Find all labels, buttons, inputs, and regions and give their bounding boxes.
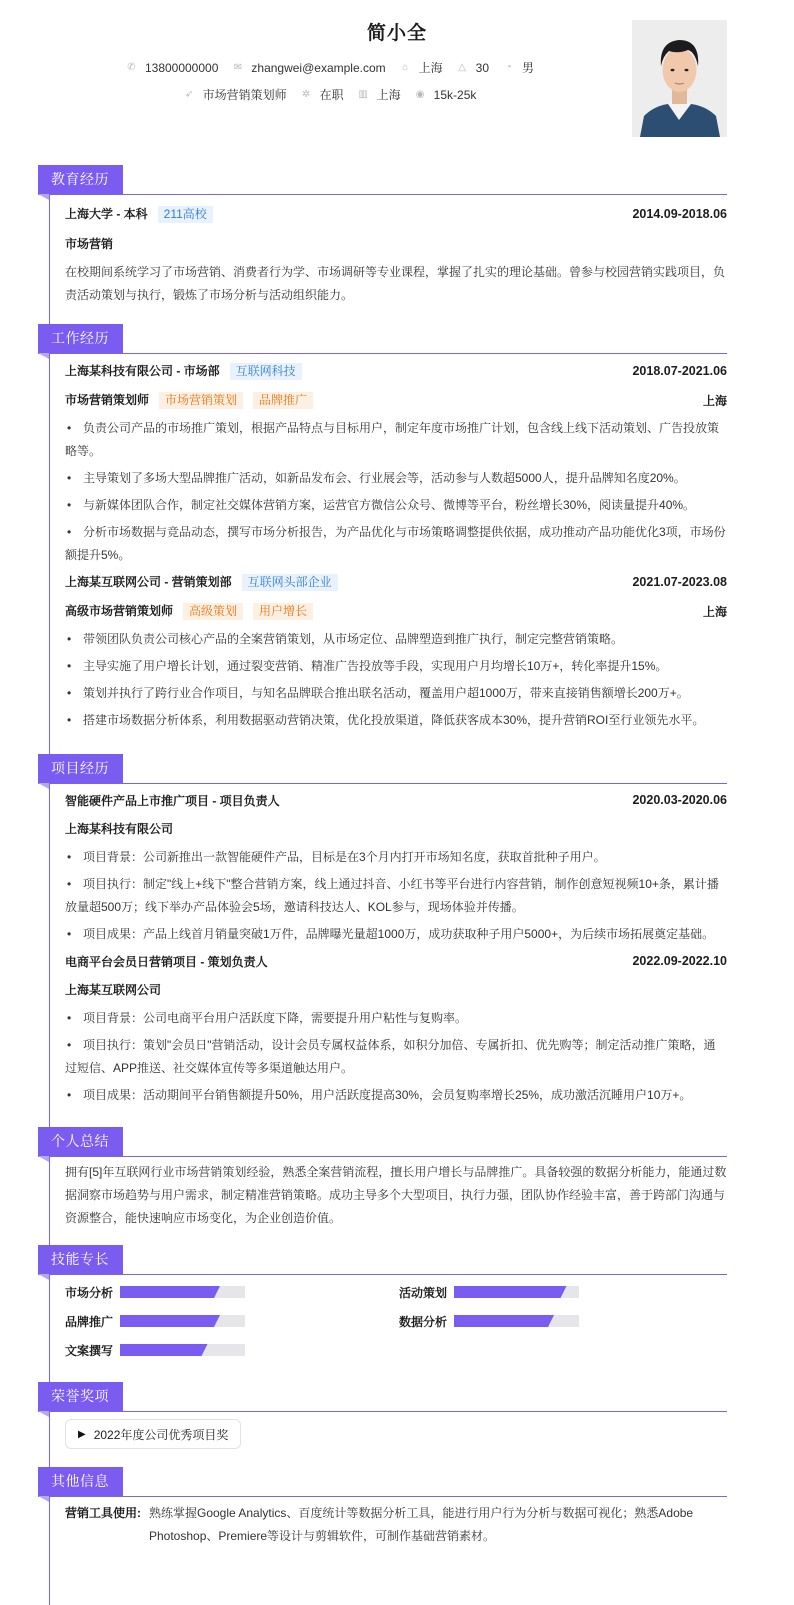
- bullet-item: • 项目执行：制定"线上+线下"整合营销方案，线上通过抖音、小红书等平台进行内容营销，制作创意短视频10+条，累计播放量超500万；线下举办产品体验会5场，邀请科技达人、KOL参与，现场体验并传播。: [65, 873, 727, 919]
- other-info-section: [38, 1467, 727, 1548]
- project-name: 智能硬件产品上市推广项目 - 项目负责人: [65, 793, 280, 808]
- gender-icon: ◔: [505, 62, 512, 73]
- work-date: 2021.07-2023.08: [632, 575, 727, 589]
- salary-value: 15k-25k: [433, 87, 477, 102]
- role-title: 高级市场营销策划师: [65, 604, 174, 618]
- section-header: [38, 1127, 727, 1157]
- status-icon: ✲: [301, 89, 311, 100]
- bullet-item: • 项目成果：产品上线首月销量突破1万件，品牌曝光量超1000万，成功获取种子用户5000+，为后续市场拓展奠定基础。: [65, 923, 727, 946]
- skill-item: [65, 1342, 399, 1358]
- summary-section: [38, 1127, 727, 1230]
- education-date: 2014.09-2018.06: [632, 207, 727, 221]
- bullet-item: • 与新媒体团队合作，制定社交媒体营销方案，运营官方微信公众号、微博等平台，粉丝增长30%，阅读量提升40%。: [65, 494, 727, 517]
- section-fold-decoration: [38, 1156, 49, 1162]
- work-location: 上海: [702, 393, 727, 408]
- company-line: [65, 362, 302, 380]
- skill-bar-fill: [120, 1315, 220, 1327]
- section-header: [38, 165, 727, 195]
- school-line: [65, 205, 213, 223]
- bullet-item: • 项目背景：公司新推出一款智能硬件产品，目标是在3个月内打开市场知名度，获取首批种子用户。: [65, 846, 727, 869]
- section-divider: [38, 783, 727, 784]
- skill-bar-track: [120, 1315, 245, 1327]
- expand-triangle-icon: ▶: [78, 1428, 86, 1440]
- target-position-item: [184, 86, 287, 103]
- project-entry: [65, 950, 727, 1107]
- project-bullets: [65, 846, 727, 946]
- skill-bar-track: [454, 1286, 579, 1298]
- section-title: 项目经历: [38, 754, 123, 783]
- job-intent-row: [0, 86, 660, 103]
- bullet-item: • 负责公司产品的市场推广策划，根据产品特点与目标用户，制定年度市场推广计划，包含线上线下活动策划、广告投放策略等。: [65, 417, 727, 463]
- section-fold-decoration: [38, 783, 49, 789]
- section-fold-decoration: [38, 1411, 49, 1417]
- role-title: 市场营销策划师: [65, 393, 150, 407]
- project-list: [38, 784, 727, 1107]
- section-header: [38, 1382, 727, 1412]
- section-title: 荣誉奖项: [38, 1382, 123, 1411]
- section-title: 其他信息: [38, 1467, 123, 1496]
- skill-item: [399, 1313, 733, 1329]
- skill-item: [399, 1284, 733, 1300]
- section-divider: [38, 1156, 727, 1157]
- email-icon: ✉: [233, 62, 243, 73]
- section-divider: [38, 194, 727, 195]
- project-name: 电商平台会员日营销项目 - 策划负责人: [65, 954, 268, 969]
- other-info-body: [38, 1497, 727, 1548]
- project-date: 2022.09-2022.10: [632, 954, 727, 968]
- bullet-item: • 项目成果：活动期间平台销售额提升50%，用户活跃度提高30%，会员复购率增长25%，成功激活沉睡用户10万+。: [65, 1084, 727, 1107]
- awards-section: [38, 1382, 727, 1449]
- age-value: 30: [475, 60, 490, 75]
- company-tag: 互联网头部企业: [242, 574, 338, 591]
- home-icon: ⌂: [402, 62, 409, 73]
- bullet-item: • 项目背景：公司电商平台用户活跃度下降，需要提升用户粘性与复购率。: [65, 1007, 727, 1030]
- salary-item: [415, 88, 477, 102]
- skill-name: 市场分析: [65, 1285, 114, 1300]
- company-name: 上海某互联网公司 - 营销策划部: [65, 575, 232, 589]
- bullet-item: • 分析市场数据与竞品动态，撰写市场分析报告，为产品优化与市场策略调整提供依据，成功推动产品功能优化3项，市场份额提升5%。: [65, 521, 727, 567]
- resume-header: [0, 0, 794, 150]
- role-tag: 市场营销策划: [159, 392, 243, 409]
- role-tag: 品牌推广: [253, 392, 313, 409]
- contact-row: [0, 59, 660, 76]
- bullet-item: • 项目执行：策划"会员日"营销活动，设计会员专属权益体系，如积分加倍、专属折扣、优先购等；制定活动推广策略，通过短信、APP推送、社交媒体宣传等多渠道触达用户。: [65, 1034, 727, 1080]
- skill-name: 数据分析: [399, 1314, 448, 1329]
- role-line: [65, 602, 313, 620]
- project-company: 上海某互联网公司: [65, 983, 162, 997]
- target-city-value: 上海: [376, 88, 401, 102]
- age-icon: △: [458, 62, 466, 73]
- project-date: 2020.03-2020.06: [632, 793, 727, 807]
- summary-body: [38, 1157, 727, 1230]
- work-list: [38, 354, 727, 732]
- skill-bar-fill: [454, 1286, 567, 1298]
- send-icon: ➶: [184, 89, 194, 100]
- skill-bar-fill: [454, 1315, 554, 1327]
- role-tag: 用户增长: [253, 603, 313, 620]
- project-bullets: [65, 1007, 727, 1107]
- skill-bar-track: [120, 1286, 245, 1298]
- building-icon: ▥: [358, 89, 368, 100]
- bullet-item: • 主导策划了多场大型品牌推广活动，如新品发布会、行业展会等，活动参与人数超5000人，提升品牌知名度20%。: [65, 467, 727, 490]
- awards-body: [38, 1412, 727, 1449]
- skills-section: [38, 1245, 727, 1358]
- age-item: [457, 61, 489, 75]
- role-line: [65, 391, 313, 409]
- skill-bar-track: [454, 1315, 579, 1327]
- portrait-image: [632, 20, 727, 137]
- school-tag: 211高校: [158, 206, 213, 223]
- gender-item: [503, 59, 534, 76]
- section-header: [38, 324, 727, 354]
- profile-photo: [632, 20, 727, 137]
- work-section: [38, 324, 727, 732]
- section-header: [38, 754, 727, 784]
- school-name: 上海大学 - 本科: [65, 207, 148, 221]
- projects-section: [38, 754, 727, 1107]
- section-fold-decoration: [38, 194, 49, 200]
- company-line: [65, 573, 338, 591]
- hometown-value: 上海: [418, 61, 443, 75]
- bullet-item: • 搭建市场数据分析体系，利用数据驱动营销决策，优化投放渠道，降低获客成本30%，提升营销ROI至行业领先水平。: [65, 709, 727, 732]
- job-status-value: 在职: [319, 88, 344, 102]
- section-fold-decoration: [38, 1496, 49, 1502]
- candidate-name: 简小全: [366, 23, 427, 44]
- skills-body: [38, 1275, 727, 1358]
- company-name: 上海某科技有限公司 - 市场部: [65, 364, 220, 378]
- section-divider: [38, 1496, 727, 1497]
- award-name: 2022年度公司优秀项目奖: [93, 1427, 229, 1442]
- section-title: 教育经历: [38, 165, 123, 194]
- work-entry: [65, 571, 727, 732]
- email-value: zhangwei@example.com: [251, 60, 386, 75]
- section-divider: [38, 1274, 727, 1275]
- project-company: 上海某科技有限公司: [65, 822, 174, 836]
- email-item: [232, 61, 385, 75]
- education-section: [38, 165, 727, 307]
- work-location: 上海: [702, 604, 727, 619]
- target-position-value: 市场营销策划师: [202, 88, 287, 102]
- skill-bar-fill: [120, 1286, 220, 1298]
- section-title: 技能专长: [38, 1245, 123, 1274]
- section-header: [38, 1467, 727, 1497]
- hometown-item: [400, 59, 443, 76]
- skill-item: [65, 1284, 399, 1300]
- skill-name: 活动策划: [399, 1285, 448, 1300]
- section-divider: [38, 353, 727, 354]
- company-tag: 互联网科技: [230, 363, 302, 380]
- phone-item: [126, 61, 218, 75]
- other-info-value: 熟练掌握Google Analytics、百度统计等数据分析工具，能进行用户行为分析与数据可视化；熟悉Adobe Photoshop、Premiere等设计与剪辑软件，可制作基础营销素材。: [149, 1506, 694, 1543]
- education-description: 在校期间系统学习了市场营销、消费者行为学、市场调研等专业课程，掌握了扎实的理论基础。曾参与校园营销实践项目，负责活动策划与执行，锻炼了市场分析与活动组织能力。: [65, 265, 726, 302]
- bullet-item: • 策划并执行了跨行业合作项目，与知名品牌联合推出联名活动，覆盖用户超1000万，带来直接销售额增长200万+。: [65, 682, 727, 705]
- work-date: 2018.07-2021.06: [632, 364, 727, 378]
- skill-name: 品牌推广: [65, 1314, 114, 1329]
- work-entry: [65, 360, 727, 567]
- skill-name: 文案撰写: [65, 1343, 114, 1358]
- section-title: 个人总结: [38, 1127, 123, 1156]
- section-fold-decoration: [38, 1274, 49, 1280]
- section-fold-decoration: [38, 353, 49, 359]
- education-entry: [38, 195, 727, 307]
- skill-item: [65, 1313, 399, 1329]
- target-city-item: [358, 86, 401, 103]
- project-entry: [65, 789, 727, 946]
- role-tag: 高级策划: [183, 603, 243, 620]
- phone-value: 13800000000: [144, 60, 219, 75]
- section-divider: [38, 1411, 727, 1412]
- bullet-item: • 主导实施了用户增长计划，通过裂变营销、精准广告投放等手段，实现用户月均增长10万+，转化率提升15%。: [65, 655, 727, 678]
- gender-value: 男: [522, 61, 535, 75]
- work-bullets: [65, 417, 727, 567]
- phone-icon: ✆: [127, 62, 136, 73]
- summary-text: 拥有[5]年互联网行业市场营销策划经验，熟悉全案营销流程，擅长用户增长与品牌推广。具备较强的数据分析能力，能通过数据洞察市场趋势与用户需求，制定精准营销策略。成功主导多个大型项目，执行力强，团队协作经验丰富，善于跨部门沟通与资源整合，能快速响应市场变化，为企业创造价值。: [65, 1165, 727, 1225]
- section-title: 工作经历: [38, 324, 123, 353]
- work-bullets: [65, 628, 727, 732]
- other-info-label: 营销工具使用:: [65, 1506, 141, 1520]
- skills-grid: [65, 1275, 727, 1358]
- skill-bar-track: [120, 1344, 245, 1356]
- section-header: [38, 1245, 727, 1275]
- job-status-item: [301, 86, 344, 103]
- other-info-row: [65, 1502, 727, 1548]
- salary-icon: ◉: [415, 89, 425, 100]
- major: 市场营销: [65, 237, 114, 251]
- award-item[interactable]: [65, 1419, 241, 1449]
- bullet-item: • 带领团队负责公司核心产品的全案营销策划，从市场定位、品牌塑造到推广执行，制定完整营销策略。: [65, 628, 727, 651]
- skill-bar-fill: [120, 1344, 208, 1356]
